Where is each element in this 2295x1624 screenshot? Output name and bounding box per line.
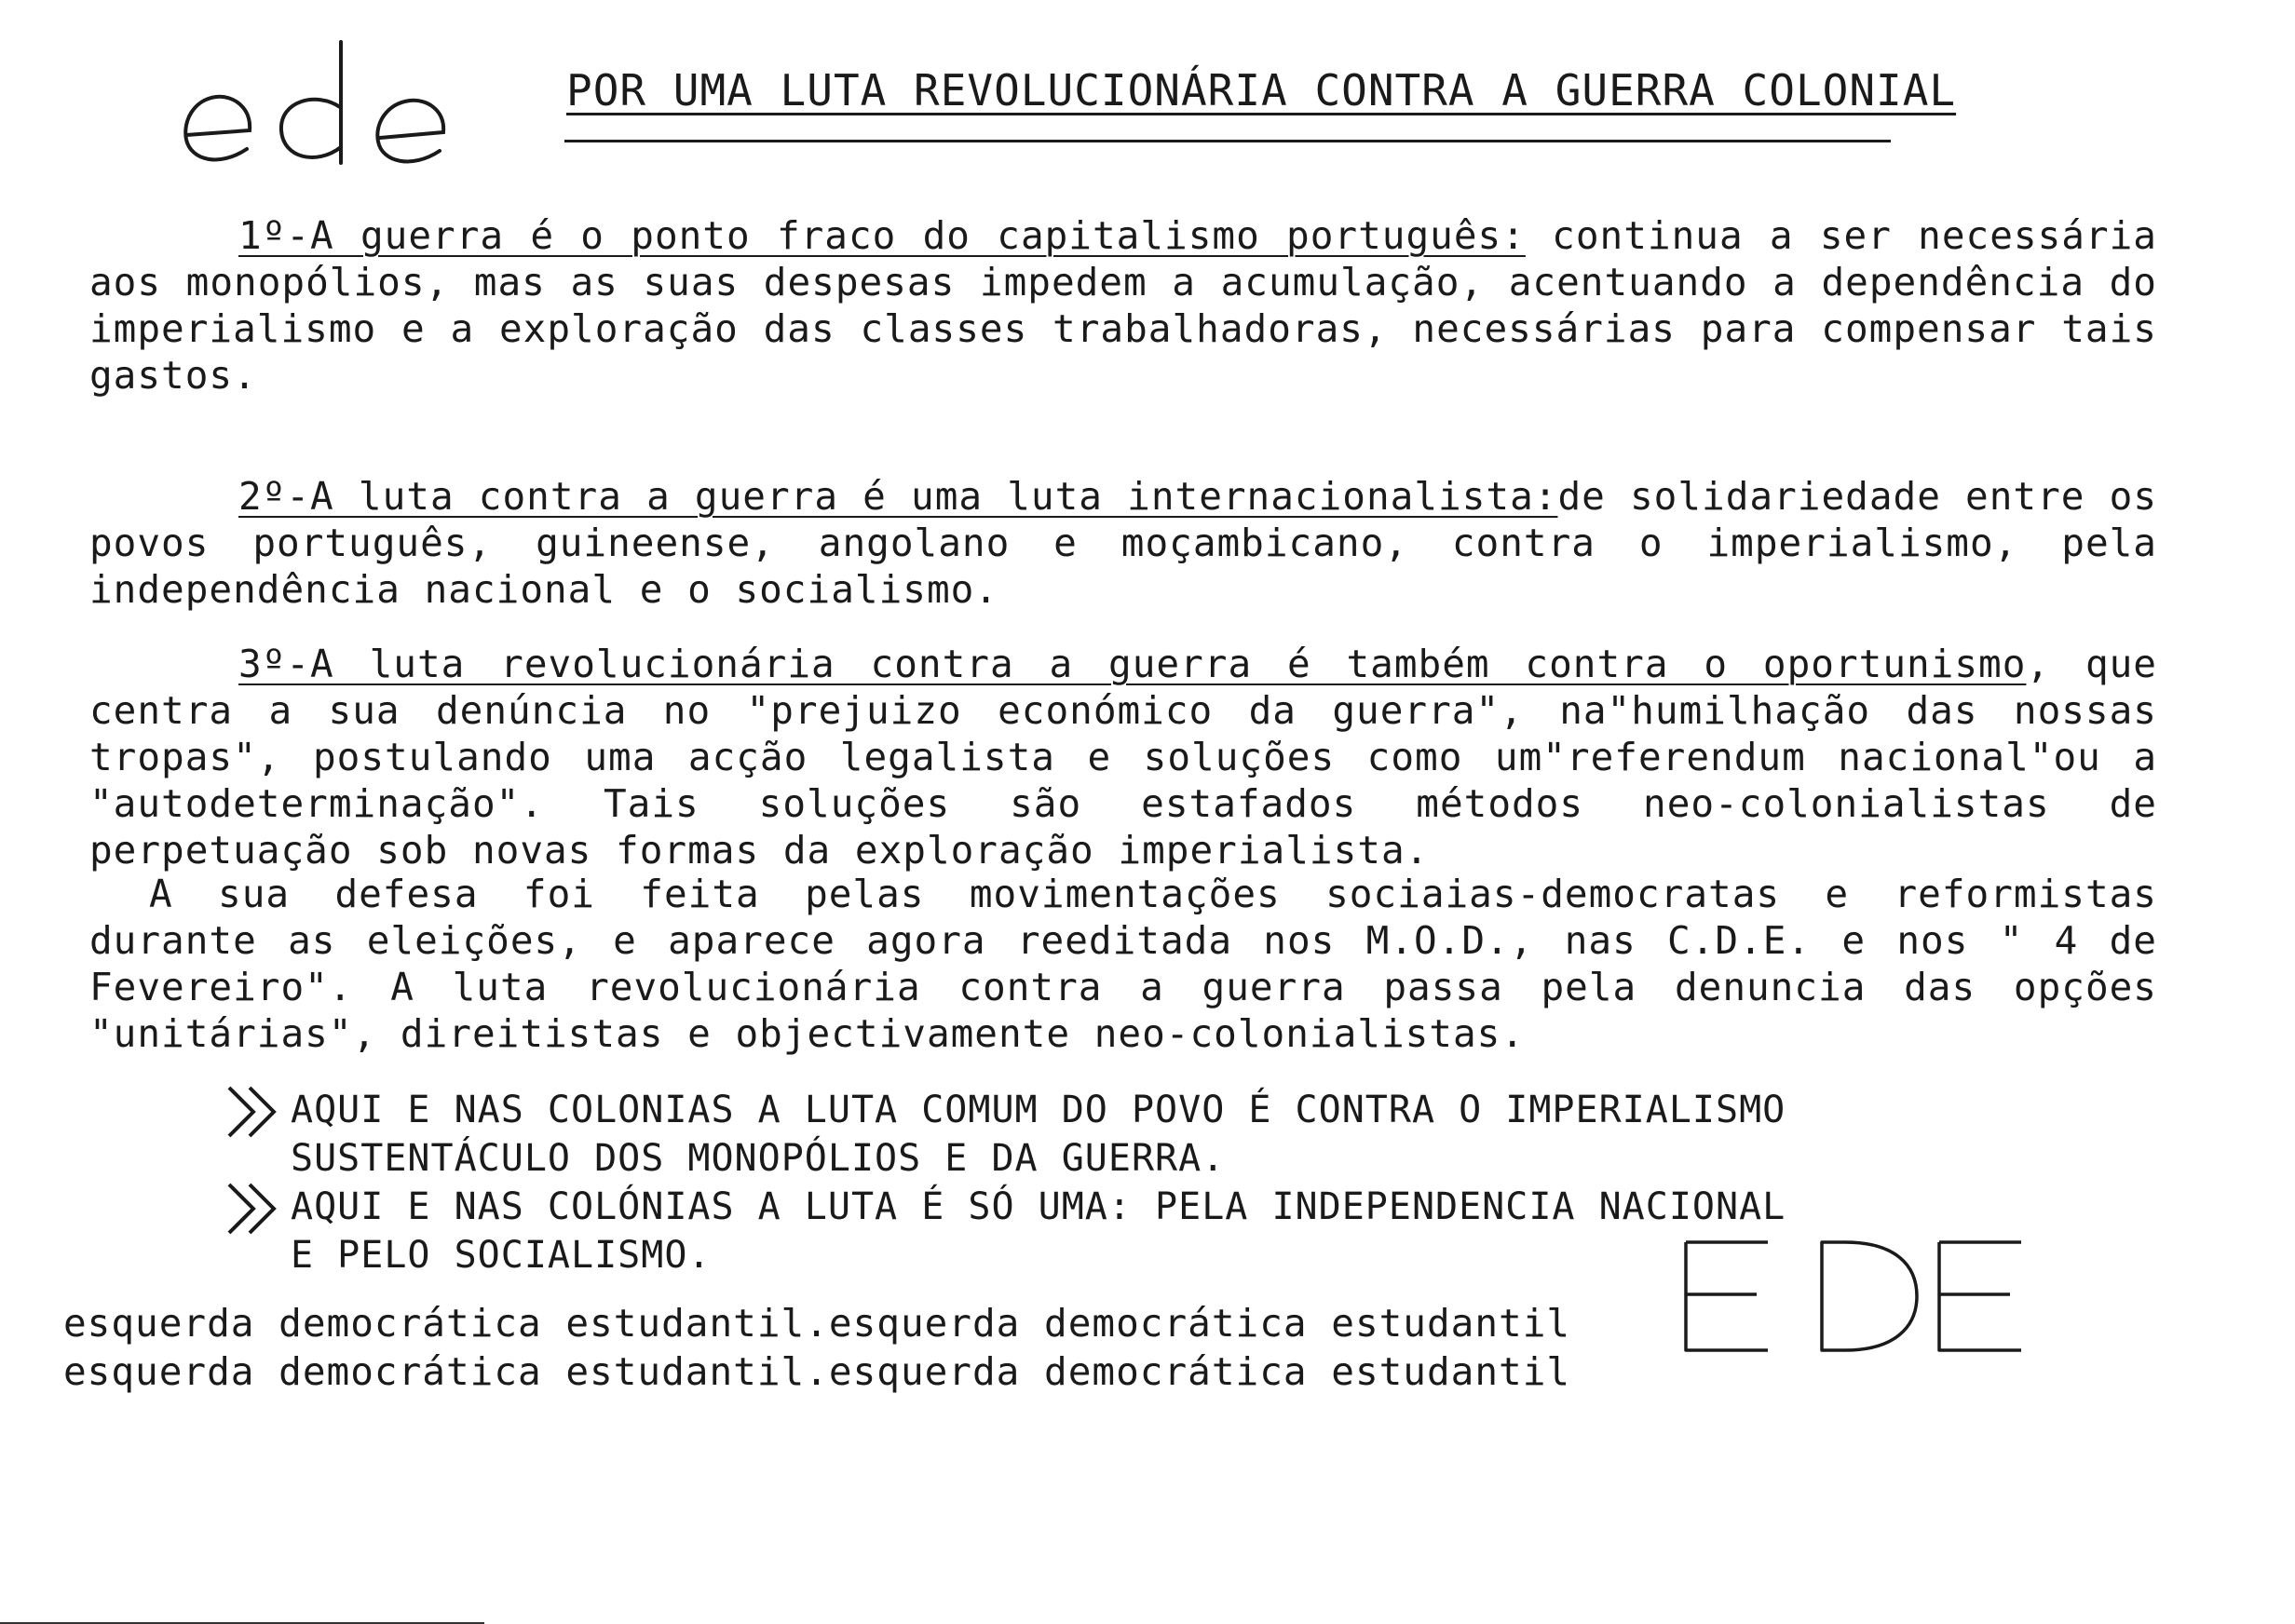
slogan-1-text: AQUI E NAS COLONIAS A LUTA COMUM DO POVO É CONTRA O IMPERIALISMO SUSTENTÁCULO DOS MONOPÓLIOS E DA GUERRA. bbox=[291, 1089, 1786, 1180]
paragraph-3-lead: 3º-A luta revolucionária contra a guerra é também contra o oportunismo bbox=[238, 642, 2027, 686]
footer-line-2: esquerda democrática estudantil.esquerda democrática estudantil bbox=[63, 1349, 1571, 1394]
paragraph-1-body: continua a ser necessária aos monopólios, mas as suas despesas impedem a acumulação, acentuando a dependência do imperialismo e a exploração das classes trabalhadoras, necessárias para compensar tais gastos. bbox=[89, 213, 2157, 398]
paragraph-2 bbox=[89, 473, 2157, 613]
paragraph-3 bbox=[89, 641, 2157, 873]
title-double-underline bbox=[564, 140, 1891, 142]
paragraph-3-body: , que centra a sua denúncia no "prejuizo económico da guerra", na"humilhação das nossas tropas", postulando uma acção legalista e soluções como um"referendum nacional"ou a "autodeterminação". Tais soluções são estafados métodos neo-colonialistas de perpetuação sob novas formas da exploração imperialista. bbox=[89, 642, 2157, 873]
ede-logo-small bbox=[177, 37, 456, 177]
paragraph-1-lead: 1º-A guerra é o ponto fraco do capitalismo português: bbox=[238, 213, 1526, 258]
slogan-2-text: AQUI E NAS COLÓNIAS A LUTA É SÓ UMA: PELA INDEPENDENCIA NACIONAL E PELO SOCIALISMO. bbox=[291, 1185, 1786, 1277]
page-title: POR UMA LUTA REVOLUCIONÁRIA CONTRA A GUERRA COLONIAL bbox=[566, 65, 1957, 115]
ede-logo-large bbox=[1682, 1238, 2036, 1360]
double-chevron-icon bbox=[224, 1082, 283, 1142]
paragraph-1 bbox=[89, 212, 2157, 399]
paragraph-2-body: de solidariedade entre os povos português, guineense, angolano e moçambicano, contra o imperialismo, pela independência nacional e o socialismo. bbox=[89, 474, 2158, 612]
paragraph-4 bbox=[89, 871, 2157, 1057]
slogan-1 bbox=[224, 1086, 1993, 1183]
double-chevron-icon bbox=[224, 1179, 283, 1238]
paragraph-4-body: A sua defesa foi feita pelas movimentações sociaias-democratas e reformistas durante as eleições, e aparece agora reeditada nos M.O.D., nas C.D.E. e nos " 4 de Fevereiro". A luta revolucionária contra a guerra passa pela denuncia das opções "unitárias", direitistas e objectivamente neo-colonialistas. bbox=[89, 872, 2157, 1056]
footer-line-1: esquerda democrática estudantil.esquerda democrática estudantil bbox=[63, 1301, 1571, 1346]
paragraph-2-lead: 2º-A luta contra a guerra é uma luta internacionalista: bbox=[238, 474, 1558, 519]
